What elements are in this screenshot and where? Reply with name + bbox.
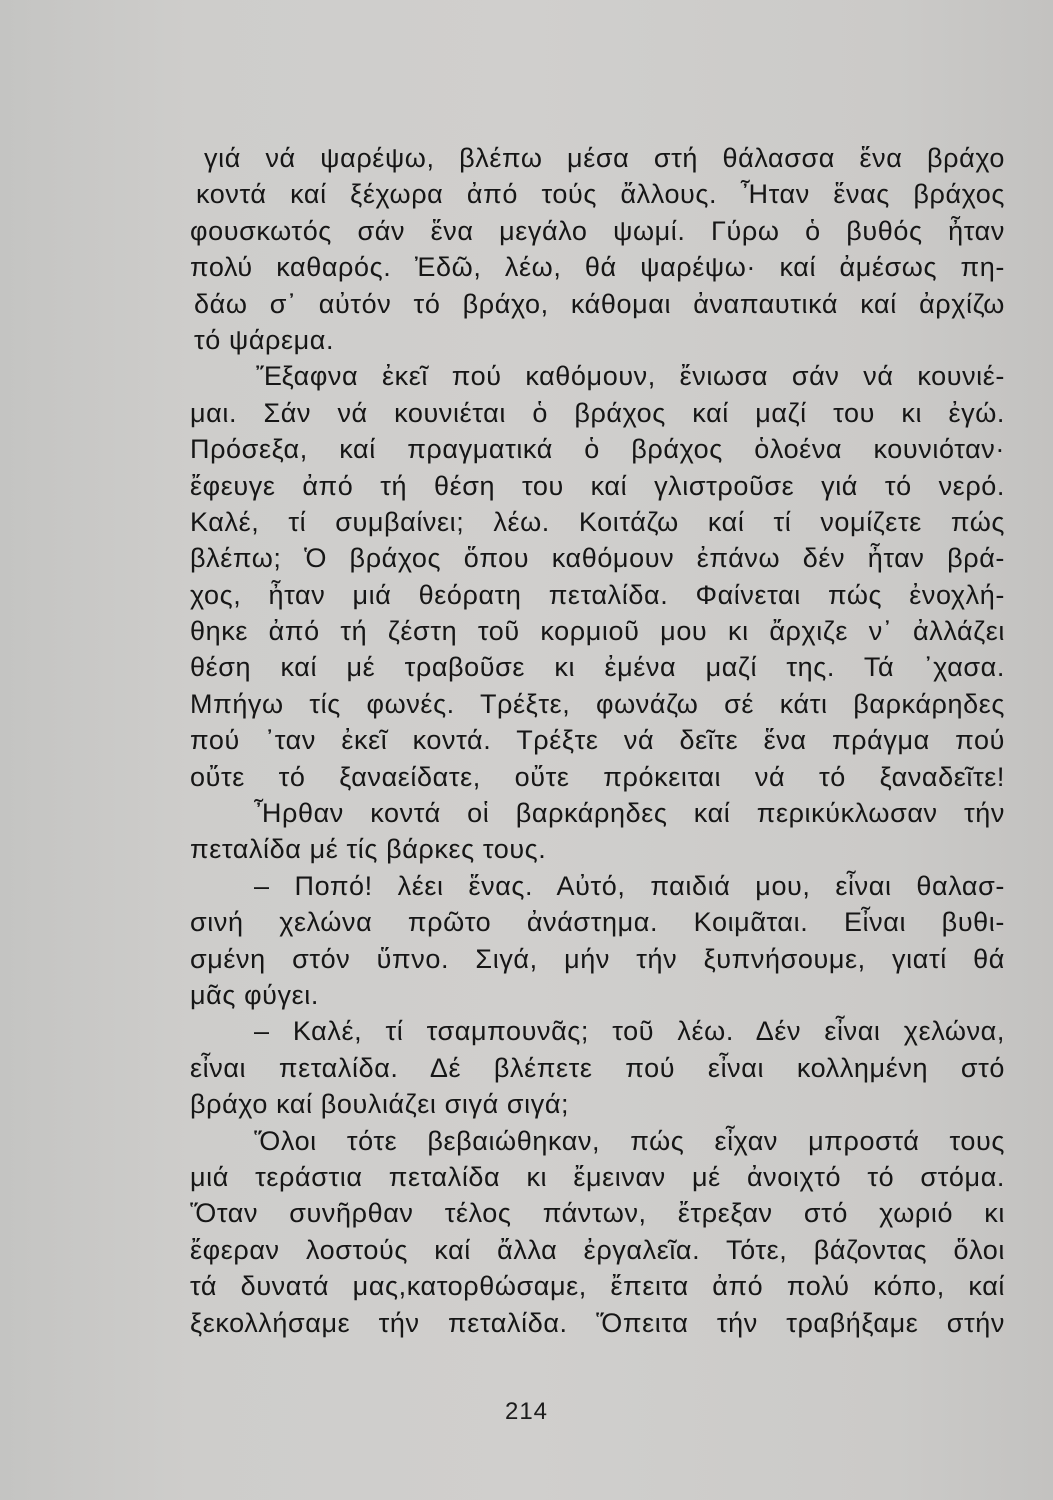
text-line-6: τό ψάρεμα. [194,324,335,355]
text-line-29: μιά τεράστια πεταλίδα κι ἔμειναν μέ ἀνοιχτό τό στόμα. [190,1161,1005,1192]
text-line-31: ἔφεραν λοστούς καί ἄλλα ἐργαλεῖα. Τότε, βάζοντας ὅλοι [190,1234,1005,1265]
text-line-27: βράχο καί βουλιάζει σιγά σιγά; [190,1089,570,1120]
text-line-20: πεταλίδα μέ τίς βάρκες τους. [190,834,547,865]
text-line-32: τά δυνατά μας,κατορθώσαμε, ἔπειτα ἀπό πολύ κόπο, καί [190,1271,1005,1302]
text-line-21: – Ποπό! λέει ἕνας. Αὐτό, παιδιά μου, εἶναι θαλασ- [254,870,1005,901]
text-line-4: πολύ καθαρός. Ἐδῶ, λέω, θά ψαρέψω· καί ἀμέσως πη- [190,252,1005,283]
text-line-22: σινή χελώνα πρῶτο ἀνάστημα. Κοιμᾶται. Εἶναι βυθι- [190,907,1005,938]
text-line-5: δάω σ᾿ αὐτόν τό βράχο, κάθομαι ἀναπαυτικά καί ἀρχίζω [194,288,1005,319]
text-line-25: – Καλέ, τί τσαμπουνᾶς; τοῦ λέω. Δέν εἶναι χελώνα, [254,1016,1005,1047]
text-line-26: εἶναι πεταλίδα. Δέ βλέπετε πού εἶναι κολλημένη στό [190,1052,1005,1083]
text-line-18: οὔτε τό ξαναείδατε, οὔτε πρόκειται νά τό ξαναδεῖτε! [190,761,1005,792]
text-line-30: Ὅταν συνῆρθαν τέλος πάντων, ἔτρεξαν στό χωριό κι [190,1198,1005,1229]
text-line-19: Ἦρθαν κοντά οἱ βαρκάρηδες καί περικύκλωσαν τήν [254,798,1005,829]
text-line-23: σμένη στόν ὕπνο. Σιγά, μήν τήν ξυπνήσουμε, γιατί θά [190,943,1005,974]
text-line-11: Καλέ, τί συμβαίνει; λέω. Κοιτάζω καί τί νομίζετε πώς [190,506,1005,537]
text-line-9: Πρόσεξα, καί πραγματικά ὁ βράχος ὁλοένα κουνιόταν· [190,434,1005,465]
text-line-24: μᾶς φύγει. [190,979,319,1010]
text-line-3: φουσκωτός σάν ἕνα μεγάλο ψωμί. Γύρω ὁ βυθός ἦταν [190,215,1005,246]
text-line-13: χος, ἦταν μιά θεόρατη πεταλίδα. Φαίνεται πώς ἐνοχλή- [190,579,1005,610]
text-line-17: πού ᾽ταν ἐκεῖ κοντά. Τρέξτε νά δεῖτε ἕνα πράγμα πού [190,725,1005,756]
text-line-7: Ἔξαφνα ἐκεῖ πού καθόμουν, ἔνιωσα σάν νά κουνιέ- [256,361,1005,392]
text-line-14: θηκε ἀπό τή ζέστη τοῦ κορμιοῦ μου κι ἄρχιζε ν᾿ ἀλλάζει [190,616,1005,647]
page-number: 214 [504,1398,549,1425]
text-line-8: μαι. Σάν νά κουνιέται ὁ βράχος καί μαζί του κι ἐγώ. [190,397,1005,428]
text-line-10: ἔφευγε ἀπό τή θέση του καί γλιστροῦσε γιά τό νερό. [190,470,1005,501]
text-line-12: βλέπω; Ὁ βράχος ὅπου καθόμουν ἐπάνω δέν ἦταν βρά- [190,543,1005,574]
text-line-16: Μπήγω τίς φωνές. Τρέξτε, φωνάζω σέ κάτι βαρκάρηδες [190,688,1005,719]
text-line-1: γιά νά ψαρέψω, βλέπω μέσα στή θάλασσα ἕνα βράχο [204,143,1005,173]
body-text [190,140,1005,1341]
text-line-2: κοντά καί ξέχωρα ἀπό τούς ἄλλους. Ἦταν ἕνας βράχος [196,179,1005,210]
text-line-15: θέση καί μέ τραβοῦσε κι ἐμένα μαζί της. Τά ᾽χασα. [190,652,1005,683]
text-line-33: ξεκολλήσαμε τήν πεταλίδα. Ὅπειτα τήν τραβήξαμε στήν [190,1307,1005,1338]
text-line-28: Ὅλοι τότε βεβαιώθηκαν, πώς εἶχαν μπροστά τους [254,1125,1005,1156]
